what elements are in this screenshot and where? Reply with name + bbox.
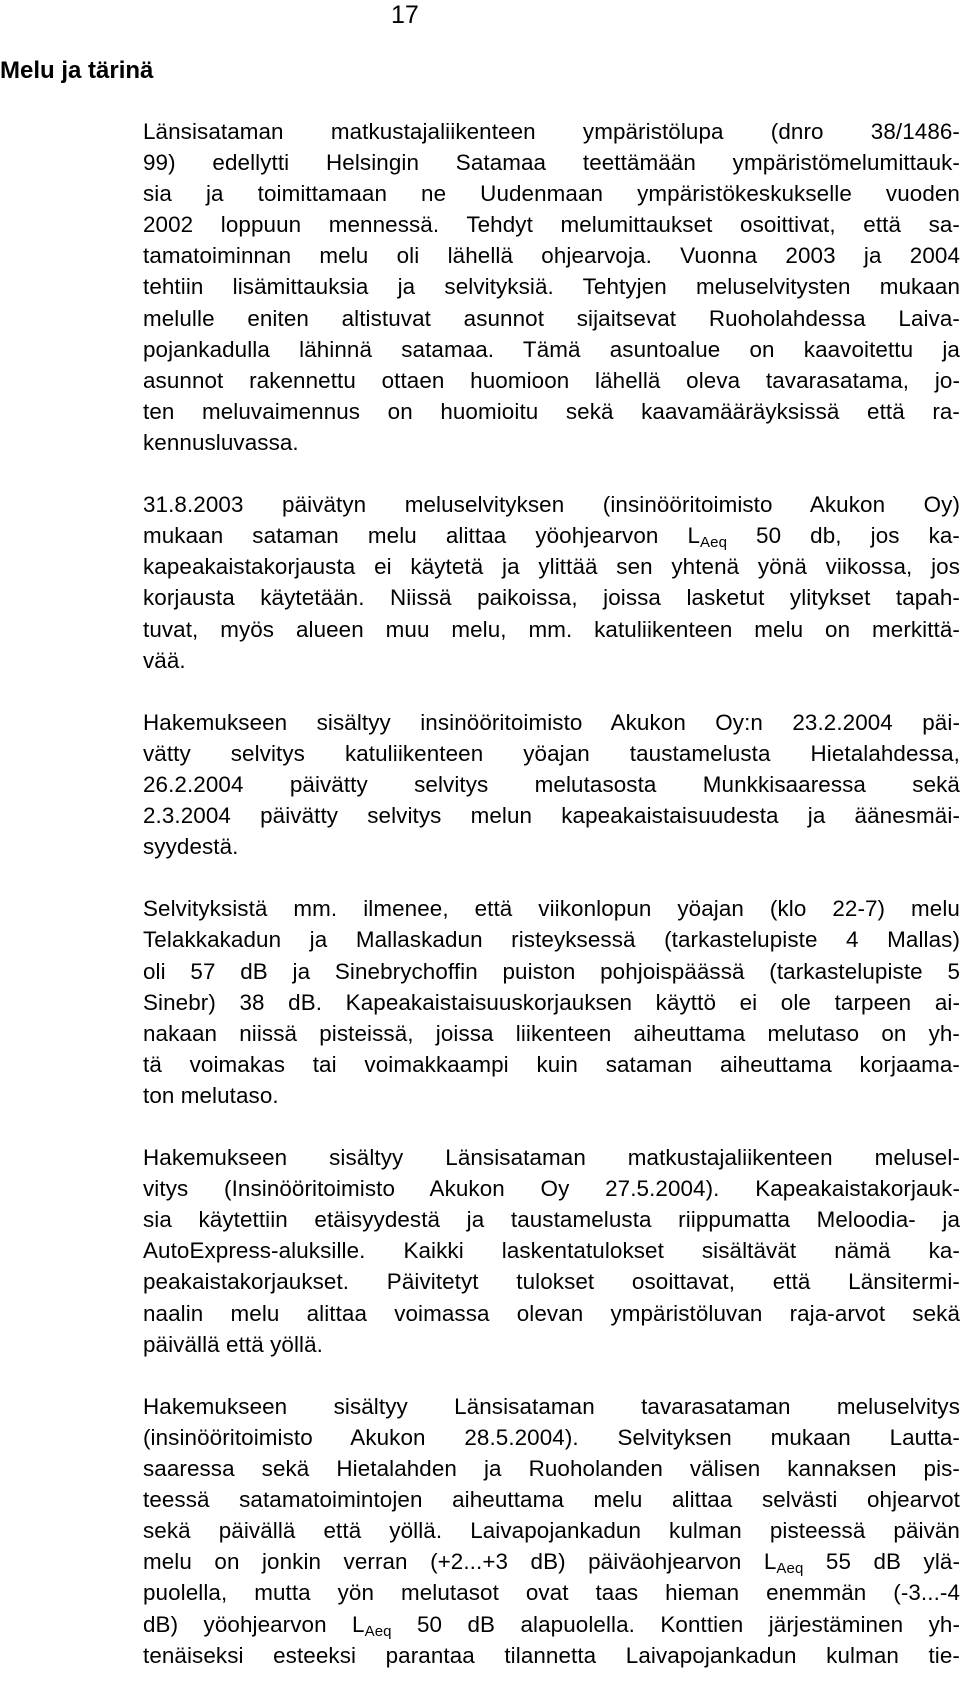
- text-line: peakaistakorjaukset. Päivitetyt tulokset osoittavat, että Länsitermi-: [143, 1269, 960, 1295]
- text-line: Hakemukseen sisältyy Länsisataman tavarasataman meluselvitys: [143, 1393, 960, 1419]
- text-line: 99) edellytti Helsingin Satamaa teettämään ympäristömelumittauk-: [143, 150, 960, 176]
- text-line: naalin melu alittaa voimassa olevan ympäristöluvan raja-arvot sekä: [143, 1300, 960, 1326]
- subscript: Aeq: [364, 1622, 392, 1640]
- text-line: vitys (Insinööritoimisto Akukon Oy 27.5.2004). Kapeakaistakorjauk-: [143, 1176, 960, 1202]
- text-segment: 50 dB alapuolella. Konttien järjestäminen yh-: [391, 1611, 960, 1637]
- text-line: kapeakaistakorjausta ei käytetä ja ylittää sen yhtenä yönä viikossa, jos: [143, 554, 960, 580]
- text-line: 2002 loppuun mennessä. Tehdyt melumittaukset osoittivat, että sa-: [143, 212, 960, 238]
- text-segment: dB) yöohjearvon L: [143, 1611, 365, 1637]
- text-line: 2.3.2004 päivätty selvitys melun kapeakaistaisuudesta ja äänesmäi-: [143, 803, 960, 829]
- text-line: Sinebr) 38 dB. Kapeakaistaisuuskorjauksen käyttö ei ole tarpeen ai-: [143, 989, 960, 1015]
- text-line: tuvat, myös alueen muu melu, mm. katuliikenteen melu on merkittä-: [143, 616, 960, 642]
- text-line: syydestä.: [143, 834, 239, 860]
- text-line: teessä satamatoimintojen aiheuttama melu alittaa selvästi ohjearvot: [143, 1487, 960, 1513]
- text-line: ten meluvaimennus on huomioitu sekä kaavamääräyksissä että ra-: [143, 398, 960, 424]
- paragraph-1: [143, 116, 960, 458]
- text-line: 31.8.2003 päivätyn meluselvityksen (insinööritoimisto Akukon Oy): [143, 492, 960, 518]
- text-line: tenäiseksi esteeksi parantaa tilannetta Laivapojankadun kulman tie-: [143, 1642, 960, 1668]
- text-line: [143, 1546, 960, 1577]
- text-line: [143, 1609, 960, 1640]
- text-line: Selvityksistä mm. ilmenee, että viikonlopun yöajan (klo 22-7) melu: [143, 896, 960, 922]
- section-title: Melu ja tärinä: [0, 57, 154, 84]
- text-line: Länsisataman matkustajaliikenteen ympäristölupa (dnro 38/1486-: [143, 119, 960, 144]
- text-line: Hakemukseen sisältyy Länsisataman matkustajaliikenteen melusel-: [143, 1145, 960, 1171]
- paragraph-2: [143, 489, 960, 676]
- text-segment: melu on jonkin verran (+2...+3 dB) päiväohjearvon L: [143, 1549, 777, 1575]
- text-line: asunnot rakennettu ottaen huomioon lähellä oleva tavarasatama, jo-: [143, 367, 960, 393]
- paragraph-3: [143, 707, 960, 862]
- text-segment: 50 db, jos ka-: [727, 523, 960, 549]
- text-line: sekä päivällä että yöllä. Laivapojankadun kulman pisteessä päivän: [143, 1518, 960, 1544]
- text-line: päivällä että yöllä.: [143, 1331, 323, 1357]
- text-line: kennusluvassa.: [143, 429, 299, 455]
- text-line: pojankadulla lähinnä satamaa. Tämä asuntoalue on kaavoitettu ja: [143, 336, 960, 362]
- text-line: Telakkakadun ja Mallaskadun risteyksessä (tarkastelupiste 4 Mallas): [143, 927, 960, 953]
- paragraph-6: [143, 1391, 960, 1671]
- paragraph-4: [143, 893, 960, 1111]
- text-line: tä voimakas tai voimakkaampi kuin sataman aiheuttama korjaama-: [143, 1051, 960, 1077]
- text-line: korjausta käytetään. Niissä paikoissa, joissa lasketut ylitykset tapah-: [143, 585, 960, 611]
- subscript: Aeq: [700, 534, 728, 552]
- text-segment: 55 dB ylä-: [803, 1549, 960, 1575]
- text-line: nakaan niissä pisteissä, joissa liikenteen aiheuttama melutaso on yh-: [143, 1020, 960, 1046]
- document-body: [143, 116, 960, 1702]
- text-line: puolella, mutta yön melutasot ovat taas hieman enemmän (-3...-4: [143, 1580, 960, 1606]
- text-line: tamatoiminnan melu oli lähellä ohjearvoja. Vuonna 2003 ja 2004: [143, 243, 960, 269]
- text-line: sia käytettiin etäisyydestä ja taustamelusta riippumatta Meloodia- ja: [143, 1207, 960, 1233]
- text-line: tehtiin lisämittauksia ja selvityksiä. Tehtyjen meluselvitysten mukaan: [143, 274, 960, 300]
- paragraph-5: [143, 1142, 960, 1360]
- text-line: sia ja toimittamaan ne Uudenmaan ympäristökeskukselle vuoden: [143, 181, 960, 207]
- text-line: ton melutaso.: [143, 1082, 279, 1108]
- text-line: Hakemukseen sisältyy insinööritoimisto Akukon Oy:n 23.2.2004 päi-: [143, 709, 960, 735]
- text-line: AutoExpress-aluksille. Kaikki laskentatulokset sisältävät nämä ka-: [143, 1238, 960, 1264]
- text-segment: mukaan sataman melu alittaa yöohjearvon L: [143, 523, 701, 549]
- text-line: melulle eniten altistuvat asunnot sijaitsevat Ruoholahdessa Laiva-: [143, 305, 960, 331]
- subscript: Aeq: [776, 1560, 804, 1578]
- text-line: saaressa sekä Hietalahden ja Ruoholanden välisen kannaksen pis-: [143, 1456, 960, 1482]
- text-line: oli 57 dB ja Sinebrychoffin puiston pohjoispäässä (tarkastelupiste 5: [143, 958, 960, 984]
- text-line: vää.: [143, 647, 186, 673]
- page-number: 17: [391, 1, 419, 29]
- text-line: 26.2.2004 päivätty selvitys melutasosta Munkkisaaressa sekä: [143, 771, 960, 797]
- text-line: vätty selvitys katuliikenteen yöajan taustamelusta Hietalahdessa,: [143, 740, 960, 766]
- text-line: (insinööritoimisto Akukon 28.5.2004). Selvityksen mukaan Lautta-: [143, 1424, 960, 1450]
- text-line: [143, 520, 960, 551]
